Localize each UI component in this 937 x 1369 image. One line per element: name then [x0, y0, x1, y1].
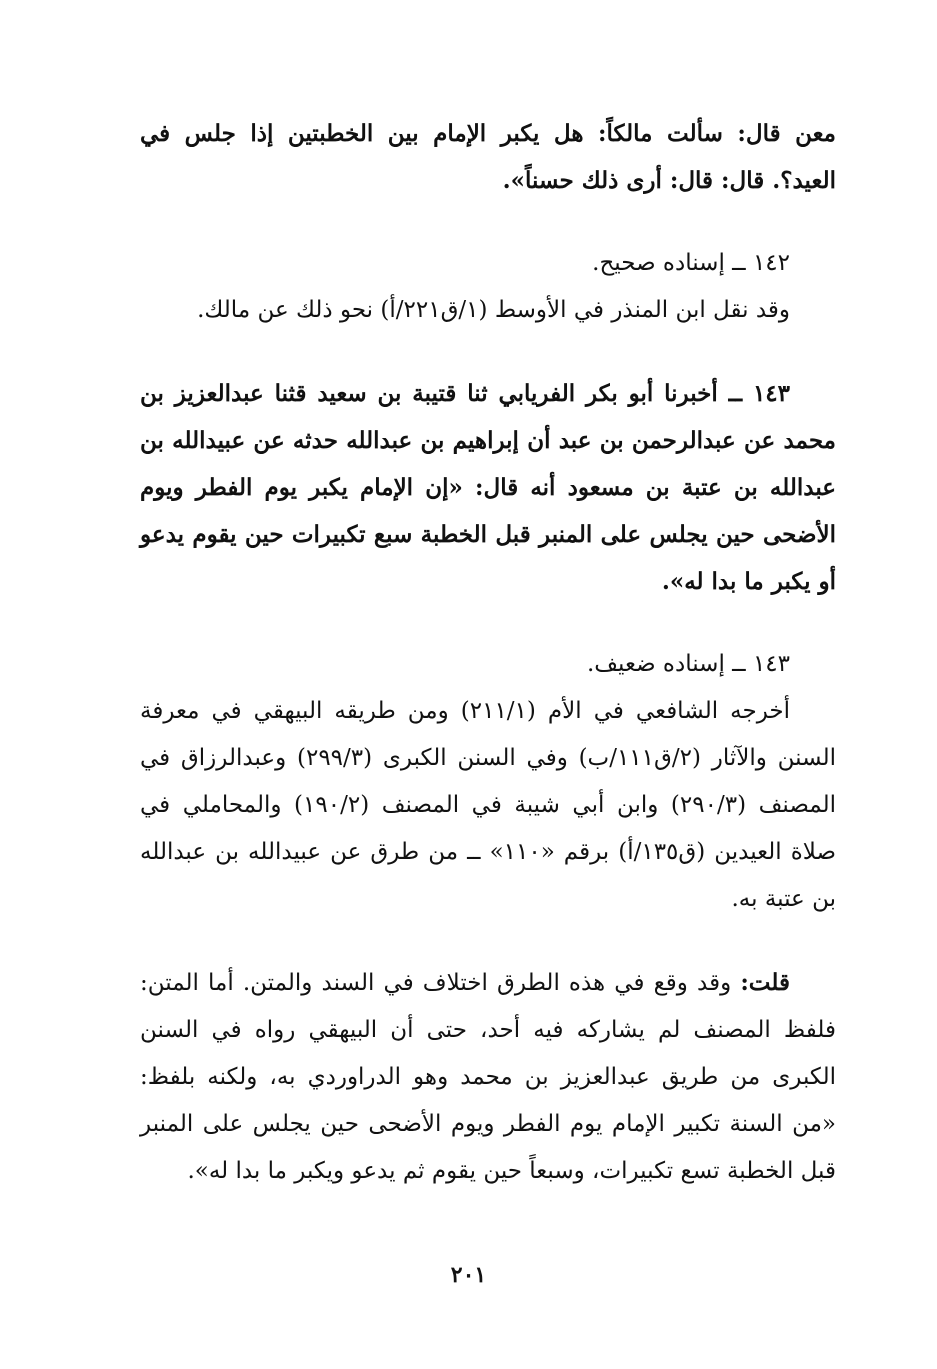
- paragraph-hadith-142-tail: معن قال: سألت مالكاً: هل يكبر الإمام بين الخطبتين إذا جلس في العيد؟. قال: قال: أرى ذلك حسناً».: [140, 120, 836, 194]
- paragraph-143-takhrij: أخرجه الشافعي في الأم (٢١١/١) ومن طريقه البيهقي في معرفة السنن والآثار (٢/ق١١١/ب) وفي السنن الكبرى (٢٩٩/٣) وعبدالرزاق في المصنف (٢٩٠/٣) وابن أبي شيبة في المصنف (١٩٠/٢) والمحاملي في صلاة العيدين (ق١٣٥/أ) برقم «١١٠» ــ من طرق عن عبيدالله بن عبدالله بن عتبة به.: [140, 698, 836, 912]
- qultu-text: وقد وقع في هذه الطرق اختلاف في السند والمتن. أما المتن: فلفظ المصنف لم يشاركه فيه أحد، حتى أن البيهقي رواه في السنن الكبرى من طريق عبدالعزيز بن محمد وهو الدراوردي به، ولكنه بلفظ: «من السنة تكبير الإمام يوم الفطر ويوم الأضحى حين يجلس على المنبر قبل الخطبة تسع تكبيرات، وسبعاً حين يقوم ثم يدعو ويكبر ما بدا له».: [140, 970, 836, 1184]
- paragraph-142-note: وقد نقل ابن المنذر في الأوسط (١/ق٢٢١/أ) نحو ذلك عن مالك.: [197, 297, 790, 323]
- paragraph-hadith-143: ١٤٣ ــ أخبرنا أبو بكر الفريابي ثنا قتيبة بن سعيد قثنا عبدالعزيز بن محمد عن عبدالرحمن بن عبد أن إبراهيم بن عبدالله حدثه عن عبيدالله بن عبدالله بن عتبة بن مسعود أنه قال: «إن الإمام يكبر يوم الفطر ويوم الأضحى حين يجلس على المنبر قبل الخطبة سبع تكبيرات حين يقوم يدعو أو يكبر ما بدا له».: [140, 380, 836, 595]
- paragraph-qultu: [140, 959, 836, 1195]
- paragraph-142-isnad: ١٤٢ ــ إسناده صحيح.: [592, 250, 790, 276]
- page-number: ٢٠١: [450, 1262, 487, 1288]
- paragraph-143-isnad: ١٤٣ ــ إسناده ضعيف.: [586, 651, 790, 677]
- qultu-lead: قلت:: [740, 969, 790, 996]
- page-body: [140, 110, 836, 1195]
